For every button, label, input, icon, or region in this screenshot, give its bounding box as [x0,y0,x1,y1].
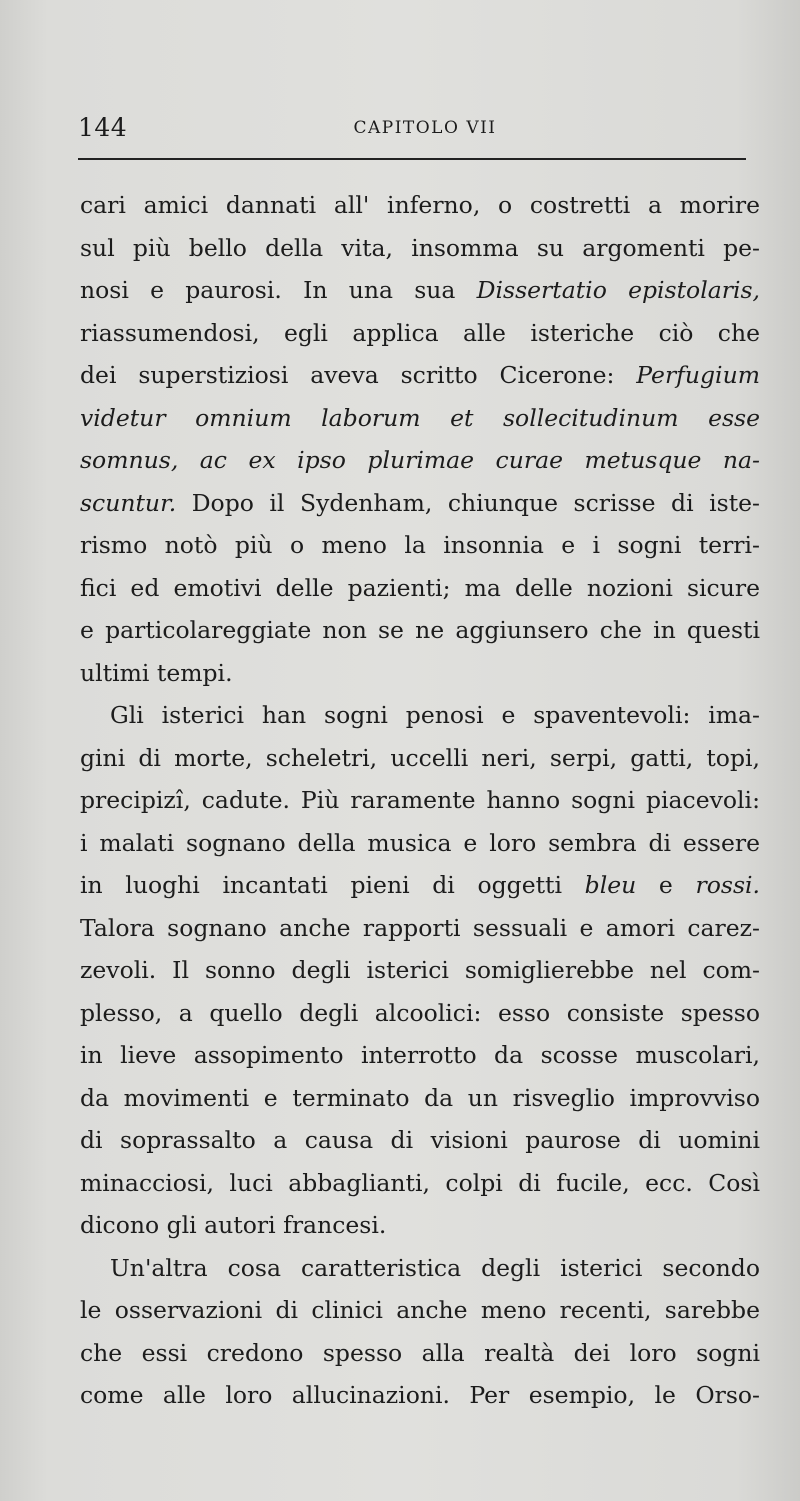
text-line: gini di morte, scheletri, uccelli neri, serpi, gatti, topi, [80,743,760,772]
text-line [80,397,760,440]
text-line [80,269,760,312]
text-segment: Dopo il Sydenham, chiunque scrisse di iste- [176,488,760,517]
text-segment: e [636,871,696,899]
text-line: in lieve assopimento interrotto da scosse muscolari, [80,1041,760,1069]
text-line: dicono gli autori francesi. [80,1211,387,1239]
text-line: e particolareggiate non se ne aggiunsero che in questi [80,616,760,644]
italic-text: somnus, ac ex ipso plurimae curae metusque na- [80,446,760,474]
text-line: riassumendosi, egli applica alle isteriche ciò che [80,318,760,347]
italic-text: scuntur. [80,488,177,517]
text-line: plesso, a quello degli alcoolici: esso consiste spesso [80,998,760,1027]
text-line: di soprassalto a causa di visioni paurose di uomini [80,1126,760,1154]
text-line: rismo notò più o meno la insonnia e i sogni terri- [80,531,760,559]
text-line: ultimi tempi. [80,658,233,687]
text-line: i malati sognano della musica e loro sembra di essere [80,828,760,857]
text-line: zevoli. Il sonno degli isterici somiglierebbe nel com- [80,956,760,984]
text-line: Un'altra cosa caratteristica degli isterici secondo [110,1253,760,1282]
text-line: da movimenti e terminato da un risveglio improvviso [80,1083,760,1112]
body-text [80,184,760,1417]
text-line [80,354,760,397]
text-line: cari amici dannati all' inferno, o costretti a morire [80,191,760,219]
text-line: precipizî, cadute. Più raramente hanno sogni piacevoli: [80,786,760,814]
text-line: minacciosi, luci abbaglianti, colpi di fucile, ecc. Così [80,1168,760,1197]
italic-text: bleu [584,871,637,899]
chapter-title: CAPITOLO VII [353,118,497,138]
text-line: come alle loro allucinazioni. Per esempio, le Orso- [80,1381,760,1409]
italic-text: rossi. [695,871,760,899]
text-line: che essi credono spesso alla realtà dei loro sogni [80,1338,760,1367]
text-line: sul più bello della vita, insomma su argomenti pe- [80,233,760,262]
text-segment: in luoghi incantati pieni di oggetti [80,871,585,899]
italic-text: videtur omnium laborum et sollecitudinum esse [80,403,760,432]
page-number: 144 [78,113,128,142]
text-segment: nosi e paurosi. In una sua [80,276,477,304]
text-line [80,482,760,525]
text-line: Gli isterici han sogni penosi e spaventevoli: ima- [110,701,760,729]
text-segment: dei superstiziosi aveva scritto Cicerone: [80,361,637,389]
text-line: le osservazioni di clinici anche meno recenti, sarebbe [80,1296,760,1324]
text-line: fici ed emotivi delle pazienti; ma delle nozioni sicure [80,573,760,602]
page-header [78,108,746,154]
text-line [80,439,760,482]
text-line: Talora sognano anche rapporti sessuali e amori carez- [80,913,760,942]
text-line [80,864,760,907]
italic-text: Dissertatio epistolaris, [476,276,761,304]
header-rule [78,158,746,160]
italic-text: Perfugium [636,361,760,389]
